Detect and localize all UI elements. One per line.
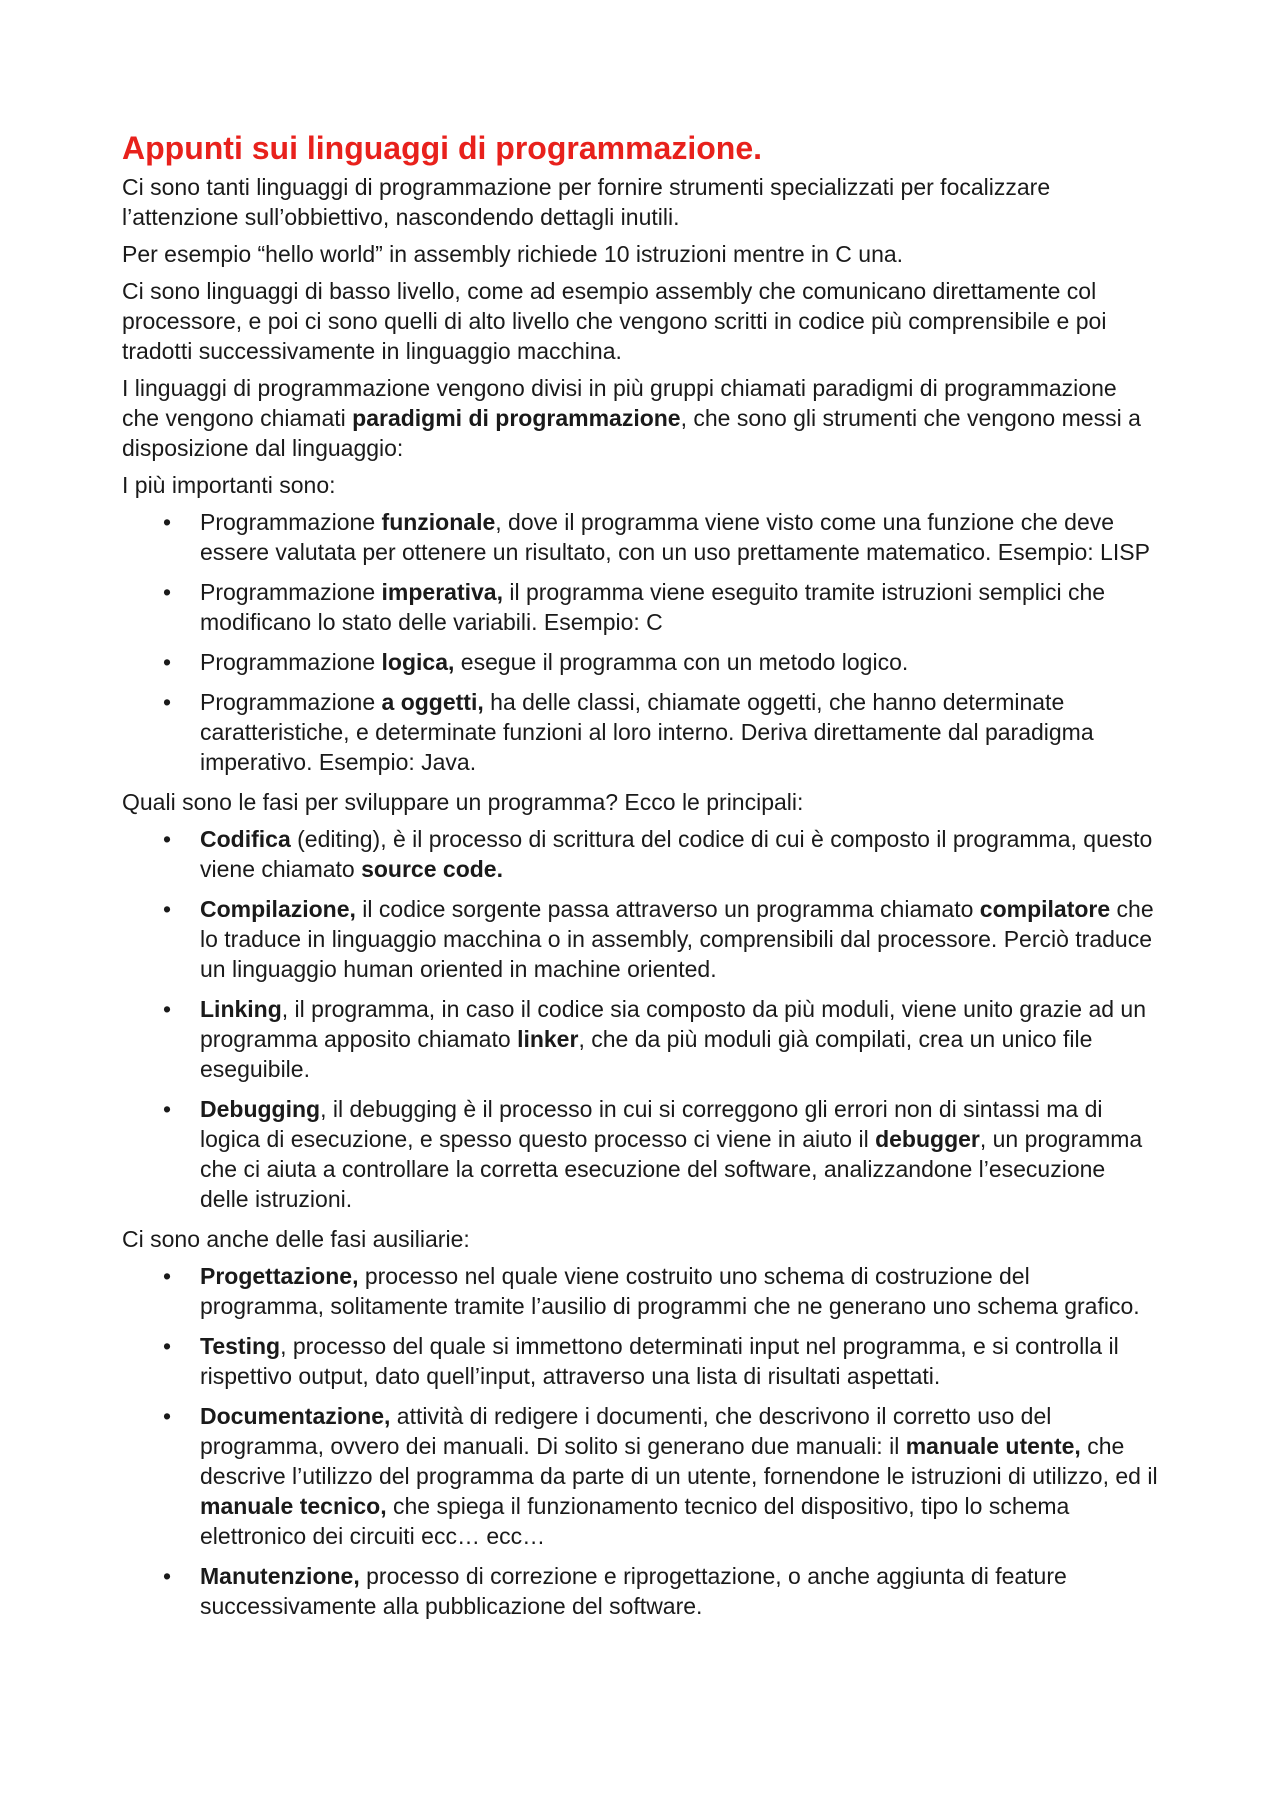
list-item: • Progettazione, processo nel quale viene costruito uno schema di costruzione del programma, solitamente tramite l’ausilio di programmi che ne generano uno schema grafico. bbox=[122, 1261, 1160, 1321]
paradigms-list bbox=[122, 507, 1160, 777]
list-item: • Manutenzione, processo di correzione e riprogettazione, o anche aggiunta di feature successivamente alla pubblicazione del software. bbox=[122, 1561, 1160, 1621]
aux-phases-list bbox=[122, 1261, 1160, 1621]
list-item: • Codifica (editing), è il processo di scrittura del codice di cui è composto il programma, questo viene chiamato source code. bbox=[122, 824, 1160, 884]
paradigms-paragraph: I linguaggi di programmazione vengono divisi in più gruppi chiamati paradigmi di programmazione che vengono chiamati paradigmi di programmazione, che sono gli strumenti che vengono messi a disposizione dal linguaggio: bbox=[122, 375, 1141, 461]
list-item: • Debugging, il debugging è il processo in cui si correggono gli errori non di sintassi ma di logica di esecuzione, e spesso questo processo ci viene in aiuto il debugger, un programma che ci aiuta a controllare la corretta esecuzione del software, analizzandone l’esecuzione delle istruzioni. bbox=[122, 1094, 1160, 1214]
phases-intro: Quali sono le fasi per sviluppare un programma? Ecco le principali: bbox=[122, 789, 804, 815]
paradigms-intro: I più importanti sono: bbox=[122, 472, 336, 498]
list-item: • Linking, il programma, in caso il codice sia composto da più moduli, viene unito grazie ad un programma apposito chiamato linker, che da più moduli già compilati, crea un unico file eseguibile. bbox=[122, 994, 1160, 1084]
list-item: • Programmazione a oggetti, ha delle classi, chiamate oggetti, che hanno determinate caratteristiche, e determinate funzioni al loro interno. Deriva direttamente dal paradigma imperativo. Esempio: Java. bbox=[122, 687, 1160, 777]
phases-list bbox=[122, 824, 1160, 1214]
list-item: • Programmazione funzionale, dove il programma viene visto come una funzione che deve essere valutata per ottenere un risultato, con un uso prettamente matematico. Esempio: LISP bbox=[122, 507, 1160, 567]
intro-paragraph: Ci sono tanti linguaggi di programmazione per fornire strumenti specializzati per focalizzare l’attenzione sull’obbiettivo, nascondendo dettagli inutili. bbox=[122, 174, 1051, 230]
aux-intro: Ci sono anche delle fasi ausiliarie: bbox=[122, 1226, 470, 1252]
list-item: • Compilazione, il codice sorgente passa attraverso un programma chiamato compilatore che lo traduce in linguaggio macchina o in assembly, comprensibili dal processore. Perciò traduce un linguaggio human oriented in machine oriented. bbox=[122, 894, 1160, 984]
list-item: • Testing, processo del quale si immettono determinati input nel programma, e si controlla il rispettivo output, dato quell’input, attraverso una lista di risultati aspettati. bbox=[122, 1331, 1160, 1391]
list-item: • Programmazione logica, esegue il programma con un metodo logico. bbox=[122, 647, 1160, 677]
page-title: Appunti sui linguaggi di programmazione. bbox=[122, 130, 762, 166]
intro-paragraph: Ci sono linguaggi di basso livello, come ad esempio assembly che comunicano direttamente col processore, e poi ci sono quelli di alto livello che vengono scritti in codice più comprensibile e poi tradotti successivamente in linguaggio macchina. bbox=[122, 278, 1107, 364]
list-item: • Programmazione imperativa, il programma viene eseguito tramite istruzioni semplici che modificano lo stato delle variabili. Esempio: C bbox=[122, 577, 1160, 637]
list-item: • Documentazione, attività di redigere i documenti, che descrivono il corretto uso del programma, ovvero dei manuali. Di solito si generano due manuali: il manuale utente, che descrive l’utilizzo del programma da parte di un utente, fornendone le istruzioni di utilizzo, ed il manuale tecnico, che spiega il funzionamento tecnico del dispositivo, tipo lo schema elettronico dei circuiti ecc… ecc… bbox=[122, 1401, 1160, 1551]
intro-paragraph: Per esempio “hello world” in assembly richiede 10 istruzioni mentre in C una. bbox=[122, 241, 904, 267]
